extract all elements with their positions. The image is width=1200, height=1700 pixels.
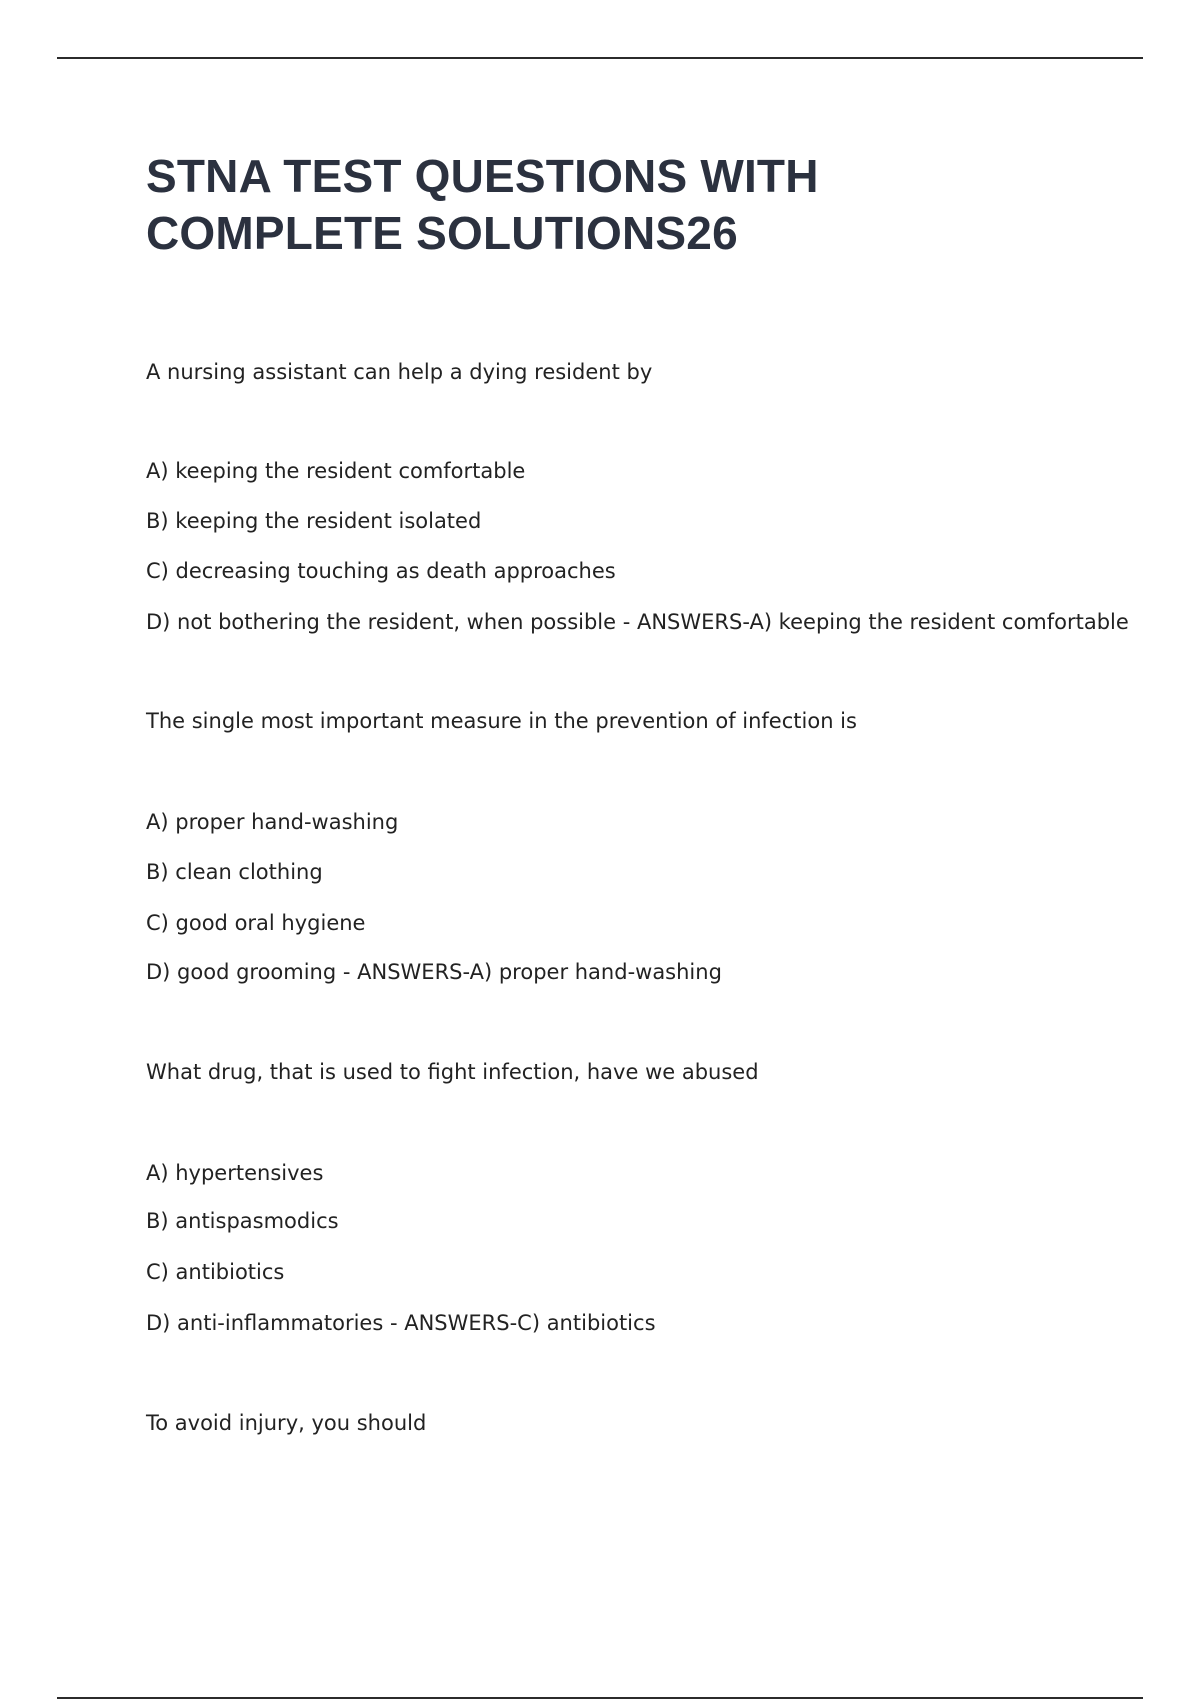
answer-option: A) proper hand-washing <box>146 810 399 834</box>
title-line-1: STNA TEST QUESTIONS WITH <box>146 150 819 202</box>
footer-rule <box>57 1697 1143 1699</box>
answer-option: B) keeping the resident isolated <box>146 509 482 533</box>
answer-option: A) hypertensives <box>146 1161 324 1185</box>
title-line-2: COMPLETE SOLUTIONS26 <box>146 207 738 259</box>
answer-option: C) good oral hygiene <box>146 911 366 935</box>
answer-option: A) keeping the resident comfortable <box>146 459 526 483</box>
answer-option: C) decreasing touching as death approaches <box>146 559 616 583</box>
answer-option: C) antibiotics <box>146 1260 285 1284</box>
answer-option: D) not bothering the resident, when possible - ANSWERS-A) keeping the resident comfortable <box>146 610 1129 634</box>
header-rule <box>57 57 1143 59</box>
question-prompt: What drug, that is used to fight infection, have we abused <box>146 1060 759 1084</box>
answer-option: B) clean clothing <box>146 860 323 884</box>
question-prompt: A nursing assistant can help a dying resident by <box>146 360 653 384</box>
page-title <box>146 148 1126 262</box>
answer-option: D) good grooming - ANSWERS-A) proper hand-washing <box>146 960 722 984</box>
question-prompt: The single most important measure in the prevention of infection is <box>146 709 857 733</box>
answer-option: D) anti-inflammatories - ANSWERS-C) antibiotics <box>146 1311 656 1335</box>
answer-option: B) antispasmodics <box>146 1209 339 1233</box>
question-prompt: To avoid injury, you should <box>146 1411 427 1435</box>
